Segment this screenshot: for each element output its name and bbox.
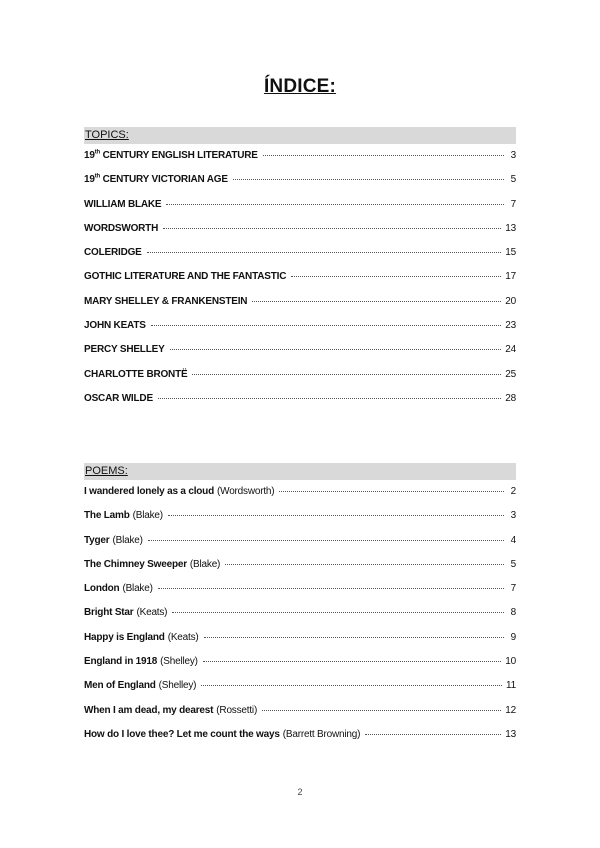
poems-heading: POEMS: — [84, 463, 516, 480]
entry-title-text: England in 1918 — [84, 656, 158, 668]
dot-leader — [147, 252, 502, 253]
dot-leader — [168, 515, 504, 516]
entry-title-text: Happy is England — [84, 631, 165, 643]
entry-page-number: 23 — [505, 320, 516, 332]
entry-author: (Barrett Browning) — [282, 728, 361, 740]
poem-entry[interactable] — [84, 583, 516, 607]
entry-title — [84, 656, 157, 667]
entry-title — [84, 607, 133, 618]
entry-title-text: CENTURY VICTORIAN AGE — [100, 174, 228, 186]
poem-entry[interactable] — [84, 486, 516, 510]
dot-leader — [158, 588, 504, 589]
poem-entry[interactable] — [84, 510, 516, 534]
entry-title-text: WILLIAM BLAKE — [84, 198, 162, 210]
entry-title — [84, 510, 130, 521]
entry-title-text: OSCAR WILDE — [84, 392, 153, 404]
entry-page-number: 3 — [510, 150, 516, 161]
poems-list — [84, 486, 516, 753]
entry-title — [84, 559, 187, 570]
entry-title-text: CHARLOTTE BRONTË — [84, 368, 188, 380]
poem-entry[interactable] — [84, 607, 516, 631]
entry-title-text: Bright Star — [84, 607, 134, 619]
entry-title-text: Tyger — [84, 534, 110, 546]
entry-page-number: 11 — [506, 680, 516, 692]
dot-leader — [252, 301, 501, 302]
entry-page-number: 5 — [510, 174, 516, 186]
topics-heading: TOPICS: — [84, 127, 516, 144]
entry-page-number: 10 — [505, 656, 516, 668]
entry-title-text: MARY SHELLEY & FRANKENSTEIN — [84, 295, 248, 307]
entry-author: (Rossetti) — [216, 704, 258, 716]
entry-page-number: 13 — [505, 222, 516, 234]
topics-list — [84, 150, 516, 417]
dot-leader — [148, 540, 504, 541]
poem-entry[interactable] — [84, 729, 516, 753]
entry-title — [84, 296, 247, 307]
entry-page-number: 12 — [505, 704, 516, 716]
entry-page-number: 13 — [505, 728, 516, 740]
entry-title-text: When I am dead, my dearest — [84, 704, 214, 716]
topic-entry[interactable] — [84, 223, 516, 247]
entry-title — [84, 247, 142, 258]
entry-title — [84, 583, 119, 594]
entry-author: (Shelley) — [160, 656, 198, 668]
entry-title-text: How do I love thee? Let me count the ways — [84, 728, 280, 740]
entry-title-text: JOHN KEATS — [84, 320, 146, 332]
entry-page-number: 24 — [505, 344, 516, 356]
entry-title — [84, 174, 228, 185]
entry-title-text: GOTHIC LITERATURE AND THE FANTASTIC — [84, 271, 287, 283]
entry-page-number: 5 — [510, 558, 516, 570]
entry-title-text: London — [84, 583, 120, 595]
entry-title — [84, 535, 110, 546]
dot-leader — [225, 564, 504, 565]
page-title: ÍNDICE: — [263, 76, 337, 97]
topic-entry[interactable] — [84, 247, 516, 271]
dot-leader — [201, 685, 502, 686]
entry-title — [84, 705, 213, 716]
entry-author: (Blake) — [189, 558, 221, 570]
topic-entry[interactable] — [84, 199, 516, 223]
entry-page-number: 28 — [505, 392, 516, 404]
dot-leader — [203, 661, 501, 662]
page-number: 2 — [297, 787, 303, 797]
entry-title — [84, 223, 158, 234]
topic-entry[interactable] — [84, 320, 516, 344]
entry-page-number: 3 — [510, 510, 516, 522]
entry-ordinal-suffix: th — [94, 149, 100, 156]
entry-title-text: The Lamb — [84, 510, 130, 522]
entry-author: (Blake) — [122, 583, 153, 595]
poem-entry[interactable] — [84, 632, 516, 656]
entry-title-text: I wandered lonely as a cloud — [84, 486, 214, 497]
entry-title-text: PERCY SHELLEY — [84, 344, 165, 356]
topic-entry[interactable] — [84, 150, 516, 174]
entry-page-number: 9 — [510, 631, 516, 643]
entry-title — [84, 199, 161, 210]
dot-leader — [166, 204, 504, 205]
entry-title-text: WORDSWORTH — [84, 222, 159, 234]
entry-page-number: 8 — [510, 607, 516, 619]
entry-title — [84, 150, 258, 161]
entry-title-text: Men of England — [84, 680, 156, 692]
entry-title — [84, 632, 165, 643]
entry-page-number: 15 — [505, 247, 516, 259]
dot-leader — [170, 349, 502, 350]
dot-leader — [291, 276, 501, 277]
poem-entry[interactable] — [84, 535, 516, 559]
entry-title — [84, 486, 214, 497]
topic-entry[interactable] — [84, 344, 516, 368]
entry-author: (Blake) — [112, 534, 143, 546]
topic-entry[interactable] — [84, 296, 516, 320]
entry-title — [84, 344, 165, 355]
entry-century-number: 19 — [84, 150, 95, 161]
entry-page-number: 25 — [505, 368, 516, 380]
entry-author: (Wordsworth) — [217, 486, 275, 497]
dot-leader — [263, 155, 504, 156]
dot-leader — [233, 179, 504, 180]
entry-title — [84, 680, 156, 691]
topic-entry[interactable] — [84, 393, 516, 417]
entry-author: (Blake) — [132, 510, 163, 522]
dot-leader — [158, 398, 501, 399]
entry-page-number: 4 — [510, 534, 516, 546]
entry-title — [84, 369, 187, 380]
dot-leader — [172, 612, 504, 613]
poem-entry[interactable] — [84, 680, 516, 704]
poem-entry[interactable] — [84, 705, 516, 729]
entry-title-text: CENTURY ENGLISH LITERATURE — [100, 150, 258, 161]
dot-leader — [262, 710, 501, 711]
entry-author: (Keats) — [136, 607, 168, 619]
entry-title-text: The Chimney Sweeper — [84, 558, 187, 570]
topic-entry[interactable] — [84, 369, 516, 393]
dot-leader — [204, 637, 504, 638]
entry-ordinal-suffix: th — [94, 173, 100, 180]
entry-page-number: 2 — [510, 486, 516, 497]
entry-title-text: COLERIDGE — [84, 247, 142, 259]
entry-century-number: 19 — [84, 174, 95, 186]
topic-entry[interactable] — [84, 271, 516, 295]
entry-page-number: 17 — [505, 271, 516, 283]
entry-page-number: 7 — [510, 583, 516, 595]
entry-page-number: 7 — [510, 198, 516, 210]
entry-page-number: 20 — [505, 295, 516, 307]
entry-title — [84, 320, 146, 331]
poem-entry[interactable] — [84, 559, 516, 583]
dot-leader — [163, 228, 501, 229]
topic-entry[interactable] — [84, 174, 516, 198]
entry-title — [84, 729, 280, 740]
dot-leader — [151, 325, 502, 326]
dot-leader — [365, 734, 501, 735]
entry-author: (Keats) — [167, 631, 199, 643]
entry-author: (Shelley) — [158, 680, 197, 692]
entry-title — [84, 271, 286, 282]
dot-leader — [192, 374, 501, 375]
entry-title — [84, 393, 153, 404]
dot-leader — [279, 491, 504, 492]
poem-entry[interactable] — [84, 656, 516, 680]
